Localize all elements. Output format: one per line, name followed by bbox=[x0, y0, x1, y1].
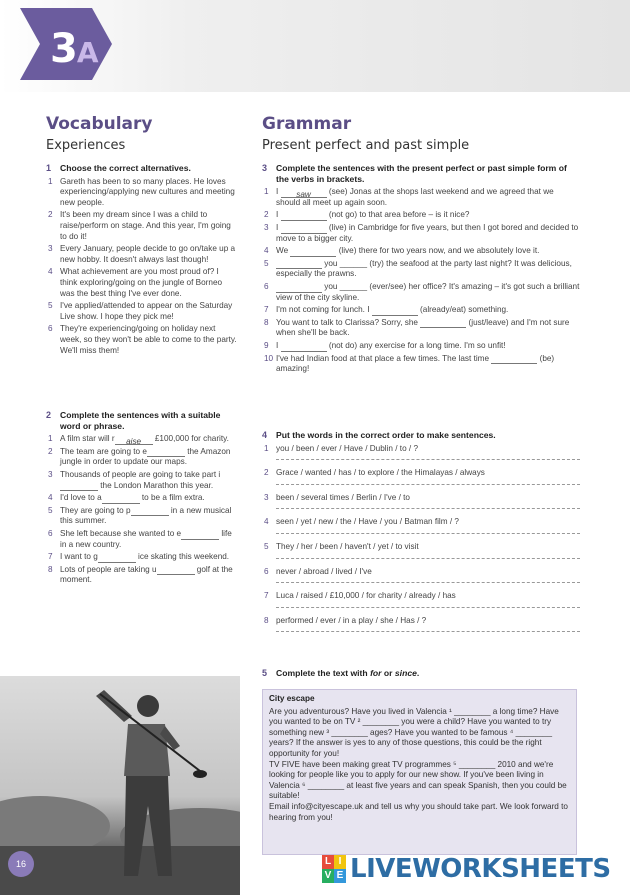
answer-blank[interactable] bbox=[102, 496, 140, 504]
answer-blank[interactable] bbox=[290, 249, 336, 257]
answer-blank[interactable] bbox=[147, 449, 185, 457]
ex3-item: 9 I (not do) any exercise for a long time. I'm so unfit! bbox=[264, 340, 506, 350]
item-number: 2 bbox=[264, 210, 269, 220]
ex4-item bbox=[262, 542, 580, 559]
item-number: 2 bbox=[48, 210, 53, 220]
ex5-since: since bbox=[394, 668, 417, 678]
city-escape-title: City escape bbox=[269, 694, 315, 703]
item-number: 6 bbox=[264, 566, 269, 576]
item-number: 6 bbox=[264, 281, 269, 291]
answer-line[interactable] bbox=[276, 582, 580, 583]
ex2-number: 2 bbox=[46, 410, 52, 420]
unit-badge bbox=[20, 8, 112, 80]
ex2-item: 5 They are going to p in a new musical this summer. bbox=[48, 505, 232, 526]
item-number: 4 bbox=[264, 246, 269, 256]
item-number: 10 bbox=[264, 353, 274, 363]
item-number: 5 bbox=[48, 505, 53, 515]
answer-blank[interactable] bbox=[281, 226, 327, 234]
golfer-illustration bbox=[0, 676, 240, 895]
answer-line[interactable] bbox=[276, 508, 580, 509]
ex3-instruction: Complete the sentences with the present perfect or past simple form of the verbs in brackets. bbox=[276, 163, 567, 184]
ex4-item bbox=[262, 468, 580, 485]
answer-line[interactable] bbox=[276, 607, 580, 608]
ex4-prompt: 1 you / been / ever / Have / Dublin / to / ? bbox=[264, 443, 418, 453]
item-number: 3 bbox=[264, 222, 269, 232]
item-number: 4 bbox=[264, 517, 269, 527]
ex2-list bbox=[46, 434, 238, 586]
ex1-instruction: Choose the correct alternatives. bbox=[60, 163, 191, 173]
ex4-prompt: 8 performed / ever / in a play / she / Has / ? bbox=[264, 615, 427, 625]
liveworksheets-icon: L I V E bbox=[322, 855, 346, 883]
city-escape-p1: Are you adventurous? Have you lived in Valencia ¹ ________ a long time? Have you wanted to be on TV ² ________ you were a child? Have you wanted to try something new ³ ________ ages? Have you wanted to be famous ⁴ ________ years? If the answer is yes to any of those questions, this could be the right opportunity for you! bbox=[269, 706, 559, 758]
unit-label: 3A bbox=[50, 26, 98, 72]
answer-blank[interactable] bbox=[372, 308, 418, 316]
ex1-item: 5 I've applied/attended to appear on the Saturday Live show. I hope they pick me! bbox=[48, 301, 233, 321]
ex1 bbox=[46, 163, 238, 358]
item-number: 7 bbox=[264, 591, 269, 601]
item-number: 5 bbox=[48, 301, 53, 311]
vocab-subtitle: Experiences bbox=[46, 138, 126, 153]
answer-blank[interactable] bbox=[491, 356, 537, 364]
answer-blank[interactable] bbox=[60, 483, 98, 491]
item-number: 2 bbox=[48, 446, 53, 456]
ex5-end: . bbox=[416, 668, 420, 678]
ex3-item: 10 I've had Indian food at that place a few times. The last time (be) amazing! bbox=[264, 353, 555, 374]
item-number: 7 bbox=[48, 552, 53, 562]
golfer-photo bbox=[0, 676, 240, 895]
item-number: 5 bbox=[264, 258, 269, 268]
ex1-item: 1 Gareth has been to so many places. He loves experiencing/applying new cultures and meeting new people. bbox=[48, 176, 235, 207]
answer-blank[interactable] bbox=[181, 532, 219, 540]
ex4-item bbox=[262, 591, 580, 608]
liveworksheets-brand: LIVEWORKSHEETS bbox=[350, 854, 611, 884]
ex3-item: 6 you ______ (ever/see) her office? It's amazing – it's got such a brilliant view of the city skyline. bbox=[264, 281, 580, 302]
item-number: 1 bbox=[264, 187, 269, 197]
page-number: 16 bbox=[8, 851, 34, 877]
ex2-item: 7 I want to g ice skating this weekend. bbox=[48, 552, 230, 562]
answer-line[interactable] bbox=[276, 558, 580, 559]
ex2-instruction: Complete the sentences with a suitable word or phrase. bbox=[60, 410, 221, 431]
item-number: 7 bbox=[264, 305, 269, 315]
answer-line[interactable] bbox=[276, 484, 580, 485]
ex2-item: 8 Lots of people are taking u golf at the moment. bbox=[48, 564, 233, 585]
answer-blank[interactable] bbox=[281, 213, 327, 221]
ex1-list bbox=[46, 177, 238, 357]
answer-blank[interactable]: aise bbox=[115, 437, 153, 445]
ex1-item: 2 It's been my dream since I was a child to raise/perform on stage. And this year, I'm going to do it! bbox=[48, 210, 231, 241]
city-escape-p3: Email info@cityescape.uk and tell us why you should take part. We look forward to hearing from you! bbox=[269, 801, 568, 822]
item-number: 6 bbox=[48, 324, 53, 334]
answer-blank[interactable] bbox=[420, 320, 466, 328]
ex3-item: 4 We (live) there for two years now, and we absolutely love it. bbox=[264, 246, 540, 256]
ex4-prompt: 7 Luca / raised / £10,000 / for charity / already / has bbox=[264, 591, 456, 601]
item-number: 3 bbox=[264, 492, 269, 502]
answer-blank[interactable] bbox=[276, 285, 322, 293]
answer-blank[interactable] bbox=[157, 567, 195, 575]
ex5-number: 5 bbox=[262, 668, 268, 678]
city-escape-box bbox=[262, 689, 577, 855]
vocab-title: Vocabulary bbox=[46, 114, 153, 134]
ex2 bbox=[46, 410, 238, 588]
item-number: 8 bbox=[48, 564, 53, 574]
ex3-item: 7 I'm not coming for lunch. I (already/eat) something. bbox=[264, 305, 509, 315]
item-number: 4 bbox=[48, 493, 53, 503]
ex4-prompt: 6 never / abroad / lived / I've bbox=[264, 566, 372, 576]
answer-line[interactable] bbox=[276, 533, 580, 534]
ex3-number: 3 bbox=[262, 163, 268, 173]
ex2-item: 3 Thousands of people are going to take part i the London Marathon this year. bbox=[48, 469, 221, 490]
ex2-item: 6 She left because she wanted to e life in a new country. bbox=[48, 528, 232, 549]
ex2-item: 1 A film star will r aise £100,000 for charity. bbox=[48, 434, 229, 446]
item-number: 3 bbox=[48, 469, 53, 479]
ex4-instruction: Put the words in the correct order to make sentences. bbox=[276, 430, 496, 440]
ex4-item bbox=[262, 616, 580, 633]
answer-line[interactable] bbox=[276, 631, 580, 632]
item-number: 2 bbox=[264, 468, 269, 478]
city-escape-p2: TV FIVE have been making great TV programmes ⁵ ________ 2010 and we're looking for people like you to apply for our new show. If you've been living in Valencia ⁶ ________ at least five years and can speak Spanish, then you could be suitable! bbox=[269, 759, 567, 801]
ex4-prompt: 4 seen / yet / new / the / Have / you / Batman film / ? bbox=[264, 517, 459, 527]
item-number: 1 bbox=[48, 176, 53, 186]
item-number: 9 bbox=[264, 340, 269, 350]
answer-line[interactable] bbox=[276, 459, 580, 460]
ex5-instruction: Complete the text with bbox=[276, 668, 371, 678]
ex4-prompt: 3 been / several times / Berlin / I've / to bbox=[264, 492, 410, 502]
ex5-for: for bbox=[370, 668, 382, 678]
ex4-item bbox=[262, 517, 580, 534]
item-number: 1 bbox=[264, 443, 269, 453]
ex3-item: 5 you ______ (try) the seafood at the party last night? It was delicious, especially the prawns. bbox=[264, 258, 572, 279]
ex2-item: 4 I'd love to a to be a film extra. bbox=[48, 493, 205, 503]
ex3-item: 2 I (not go) to that area before – is it nice? bbox=[264, 210, 470, 220]
ex4 bbox=[262, 430, 580, 640]
item-number: 1 bbox=[48, 434, 53, 444]
ex3-item: 8 You want to talk to Clarissa? Sorry, she (just/leave) and I'm not sure when she'll be back. bbox=[264, 317, 570, 338]
ex5 bbox=[262, 668, 580, 682]
ex2-item: 2 The team are going to e the Amazon jungle in order to update our maps. bbox=[48, 446, 231, 467]
liveworksheets-logo[interactable] bbox=[322, 854, 611, 884]
item-number: 8 bbox=[264, 317, 269, 327]
ex3-list bbox=[262, 187, 580, 375]
item-number: 6 bbox=[48, 528, 53, 538]
ex3-item: 1 I saw (see) Jonas at the shops last weekend and we agreed that we should all meet up again soon. bbox=[264, 187, 554, 207]
grammar-title: Grammar bbox=[262, 114, 352, 134]
ex4-item bbox=[262, 444, 580, 461]
item-number: 5 bbox=[264, 541, 269, 551]
ex4-item bbox=[262, 567, 580, 584]
ex1-item: 3 Every January, people decide to go on/take up a new hobby. It doesn't always last though! bbox=[48, 244, 236, 264]
ex4-list bbox=[262, 444, 580, 633]
ex4-item bbox=[262, 493, 580, 510]
ex3-item: 3 I (live) in Cambridge for five years, but then I got bored and decided to move to a bigger city. bbox=[264, 222, 579, 243]
answer-blank[interactable] bbox=[98, 555, 136, 563]
item-number: 8 bbox=[264, 615, 269, 625]
ex3 bbox=[262, 163, 580, 377]
ex1-item: 4 What achievement are you most proud of? I think exploring/going on the jungle of Borneo was the best thing I've ever done. bbox=[48, 267, 223, 298]
grammar-subtitle: Present perfect and past simple bbox=[262, 138, 470, 153]
answer-blank[interactable] bbox=[276, 261, 322, 269]
ex4-prompt: 5 They / her / been / haven't / yet / to visit bbox=[264, 541, 419, 551]
answer-blank[interactable] bbox=[131, 508, 169, 516]
ex1-number: 1 bbox=[46, 163, 52, 173]
item-number: 4 bbox=[48, 267, 53, 277]
item-number: 3 bbox=[48, 244, 53, 254]
answer-blank[interactable]: saw bbox=[281, 190, 327, 198]
ex4-prompt: 2 Grace / wanted / has / to explore / the Himalayas / always bbox=[264, 468, 485, 478]
answer-blank[interactable] bbox=[281, 344, 327, 352]
ex1-item: 6 They're experiencing/going on holiday next week, so they won't be able to come to the party. We'll miss them! bbox=[48, 324, 237, 355]
ex5-or: or bbox=[381, 668, 395, 678]
ex4-number: 4 bbox=[262, 430, 268, 440]
